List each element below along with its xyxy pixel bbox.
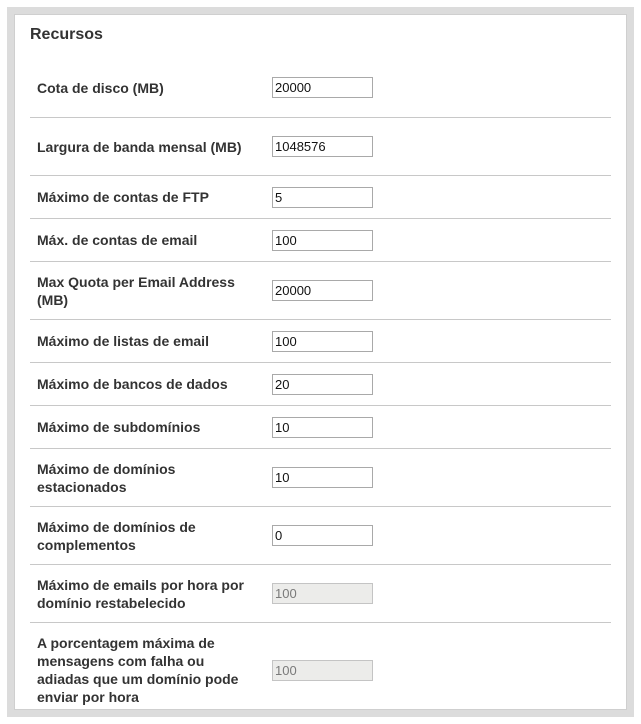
max-addon-domains-input[interactable] bbox=[272, 525, 373, 546]
max-email-accounts-label: Máx. de contas de email bbox=[37, 232, 198, 248]
monthly-bandwidth-label: Largura de banda mensal (MB) bbox=[37, 138, 242, 155]
max-quota-per-email-label: Max Quota per Email Address (MB) bbox=[37, 273, 235, 308]
resources-panel bbox=[14, 14, 627, 710]
resources-frame bbox=[7, 7, 634, 717]
monthly-bandwidth-input[interactable] bbox=[272, 136, 373, 157]
max-email-accounts-input[interactable] bbox=[272, 230, 373, 251]
row-disk-quota bbox=[30, 58, 611, 118]
max-databases-label: Máximo de bancos de dados bbox=[37, 376, 228, 392]
row-max-addon-domains bbox=[30, 507, 611, 565]
max-addon-domains-label: Máximo de domínios de complementos bbox=[37, 518, 196, 553]
row-monthly-bandwidth bbox=[30, 118, 611, 176]
row-max-quota-per-email bbox=[30, 262, 611, 320]
max-ftp-accounts-input[interactable] bbox=[272, 187, 373, 208]
section-title: Recursos bbox=[30, 26, 103, 43]
resource-rows bbox=[30, 58, 611, 717]
row-max-email-accounts bbox=[30, 219, 611, 262]
max-emails-per-hour-label: Máximo de emails por hora por domínio restabelecido bbox=[37, 576, 244, 611]
row-max-mailing-lists bbox=[30, 320, 611, 363]
max-databases-input[interactable] bbox=[272, 374, 373, 395]
max-failed-percentage-label: A porcentagem máxima de mensagens com falha ou adiadas que um domínio pode enviar por hora bbox=[37, 635, 239, 705]
row-max-emails-per-hour bbox=[30, 565, 611, 623]
max-parked-domains-label: Máximo de domínios estacionados bbox=[37, 460, 176, 495]
disk-quota-label: Cota de disco (MB) bbox=[37, 79, 164, 96]
row-max-subdomains bbox=[30, 406, 611, 449]
max-mailing-lists-label: Máximo de listas de email bbox=[37, 333, 209, 349]
max-subdomains-label: Máximo de subdomínios bbox=[37, 419, 201, 435]
disk-quota-input[interactable] bbox=[272, 77, 373, 98]
max-parked-domains-input[interactable] bbox=[272, 467, 373, 488]
row-max-databases bbox=[30, 363, 611, 406]
max-subdomains-input[interactable] bbox=[272, 417, 373, 438]
row-max-parked-domains bbox=[30, 449, 611, 507]
max-ftp-accounts-label: Máximo de contas de FTP bbox=[37, 189, 209, 205]
max-emails-per-hour-input bbox=[272, 583, 373, 604]
max-quota-per-email-input[interactable] bbox=[272, 280, 373, 301]
row-max-failed-percentage bbox=[30, 623, 611, 717]
max-failed-percentage-input bbox=[272, 660, 373, 681]
row-max-ftp-accounts bbox=[30, 176, 611, 219]
max-mailing-lists-input[interactable] bbox=[272, 331, 373, 352]
